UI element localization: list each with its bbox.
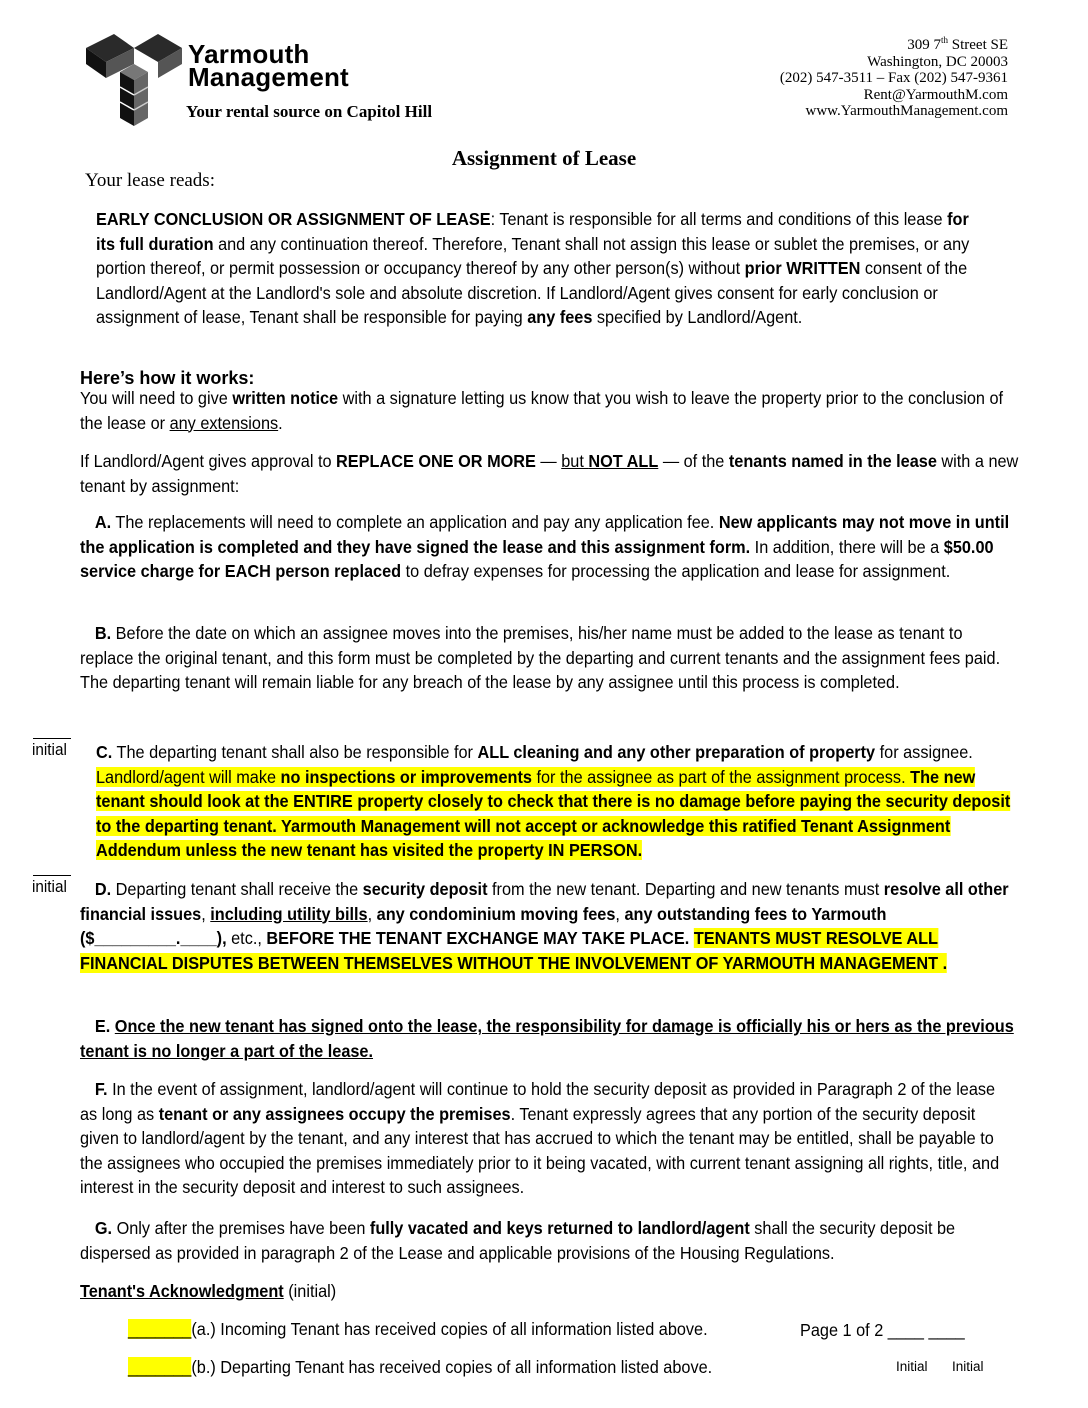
initial-label-c: initial (32, 740, 67, 759)
yarmouth-y-logo-icon (84, 32, 184, 127)
how-it-works-heading: Here’s how it works: (80, 368, 255, 388)
page-number: Page 1 of 2 ____ ____ (800, 1320, 965, 1340)
ack-initial-blank-b[interactable]: _______ (128, 1357, 192, 1377)
paragraph-d: D. Departing tenant shall receive the security deposit from the new tenant. Departing and new tenants must resolve all other financial issues, including utility bills, any condominium moving fees, any outstanding fees to Yarmouth ($_________.____), etc., BEFORE THE TENANT EXCHANGE MAY TAKE PLACE. TENANTS MUST RESOLVE ALL FINANCIAL DISPUTES BETWEEN THEMSELVES WITHOUT THE INVOLVEMENT OF YARMOUTH MANAGEMENT . (80, 879, 1009, 973)
intro-paragraph: You will need to give written notice with a signature letting us know that you wish to leave the property prior to the conclusion of the lease or any extensions. (80, 388, 1004, 433)
address-street: 309 7th Street SE (907, 35, 1008, 53)
acknowledgment-heading: Tenant's Acknowledgment (initial) (80, 1281, 337, 1301)
initial-line-d[interactable] (33, 875, 71, 876)
paragraph-f: F. In the event of assignment, landlord/agent will continue to hold the security deposit as provided in Paragraph 2 of the lease as long as tenant or any assignees occupy the premises. Tenant expressly agrees that any portion of the security deposit given to landlord/agent by the tenant, and any interest that has accrued to which the tenant may be entitled, shall be payable to the assignees who occupied the premises immediately prior to it being vacated, with current tenant assigning all rights, title, and interest in the security deposit and interest to such assignees. (80, 1079, 1000, 1197)
approval-paragraph: If Landlord/Agent gives approval to REPLACE ONE OR MORE — but NOT ALL — of the tenants named in the lease with a new tenant by assignment: (80, 451, 1019, 496)
paragraph-a: A. The replacements will need to complete an application and pay any application fee. New applicants may not move in until the application is completed and they have signed the lease and this assignment form. In addition, there will be a $50.00 service charge for EACH person replaced to defray expenses for processing the application and lease for assignment. (80, 512, 1010, 581)
lease-reads-label: Your lease reads: (85, 170, 215, 191)
highlight-c1: Landlord/agent will make no inspections or improvements for the assignee as part of the assignment process. The new tenant should look at the ENTIRE property closely to check that there is no damage before paying the security deposit to the departing tenant. Yarmouth Management will not accept or acknowledge this ratified Tenant Assignment Addendum unless the new tenant has visited the property IN PERSON. (96, 766, 1011, 860)
initial-caption-2: Initial (952, 1359, 984, 1374)
initial-caption-1: Initial (896, 1359, 928, 1374)
phone-fax: (202) 547-3511 – Fax (202) 547-9361 (779, 70, 1008, 86)
initial-label-d: initial (32, 877, 67, 896)
company-tagline: Your rental source on Capitol Hill (186, 102, 433, 121)
ack-item-a: _______(a.) Incoming Tenant has received copies of all information listed above. (128, 1319, 708, 1339)
paragraph-c: C. The departing tenant shall also be responsible for ALL cleaning and any other preparation of property for assignee. Landlord/agent will make no inspections or improvements for the assignee as part of the assignment process. The new tenant should look at the ENTIRE property closely to check that there is no damage before paying the security deposit to the departing tenant. Yarmouth Management will not accept or acknowledge this ratified Tenant Assignment Addendum unless the new tenant has visited the property IN PERSON. (96, 742, 1011, 860)
lease-clause: EARLY CONCLUSION OR ASSIGNMENT OF LEASE: Tenant is responsible for all terms and conditions of this lease for its full duration and any continuation thereof. Therefore, Tenant shall not assign this lease or sublet the premises, or any portion thereof, or permit possession or occupancy thereof by any other person(s) without prior WRITTEN consent of the Landlord/Agent at the Landlord's sole and absolute discretion. If Landlord/Agent gives consent for early conclusion or assignment of lease, Tenant shall be responsible for paying any fees specified by Landlord/Agent. (96, 209, 970, 327)
address-city: Washington, DC 20003 (867, 53, 1008, 70)
company-name-line1: Yarmouth (188, 39, 310, 69)
ack-initial-blank-a[interactable]: _______ (128, 1319, 192, 1339)
document-title: Assignment of Lease (451, 146, 637, 170)
initial-line-c[interactable] (33, 738, 71, 739)
company-address (780, 32, 1008, 120)
paragraph-g: G. Only after the premises have been fully vacated and keys returned to landlord/agent shall the security deposit be dispersed as provided in paragraph 2 of the Lease and applicable provisions of the Housing Regulations. (80, 1218, 956, 1263)
company-logo (84, 32, 184, 127)
company-name-line2: Management (188, 62, 349, 92)
paragraph-e: E. Once the new tenant has signed onto the lease, the responsibility for damage is officially his or hers as the previous tenant is no longer a part of the lease. (80, 1016, 1014, 1061)
ack-item-b: _______(b.) Departing Tenant has received copies of all information listed above. (128, 1357, 713, 1377)
website: www.YarmouthManagement.com (805, 103, 1008, 119)
email-address: Rent@YarmouthM.com (863, 86, 1008, 103)
paragraph-b: B. Before the date on which an assignee moves into the premises, his/her name must be added to the lease as tenant to replace the original tenant, and this form must be completed by the departing and current tenants and the assignment fees paid. The departing tenant will remain liable for any breach of the lease by any assignee until this process is completed. (80, 623, 1001, 692)
highlight-d1: TENANTS MUST RESOLVE ALL FINANCIAL DISPUTES BETWEEN THEMSELVES WITHOUT THE INVOLVEMENT OF YARMOUTH MANAGEMENT . (80, 928, 948, 973)
